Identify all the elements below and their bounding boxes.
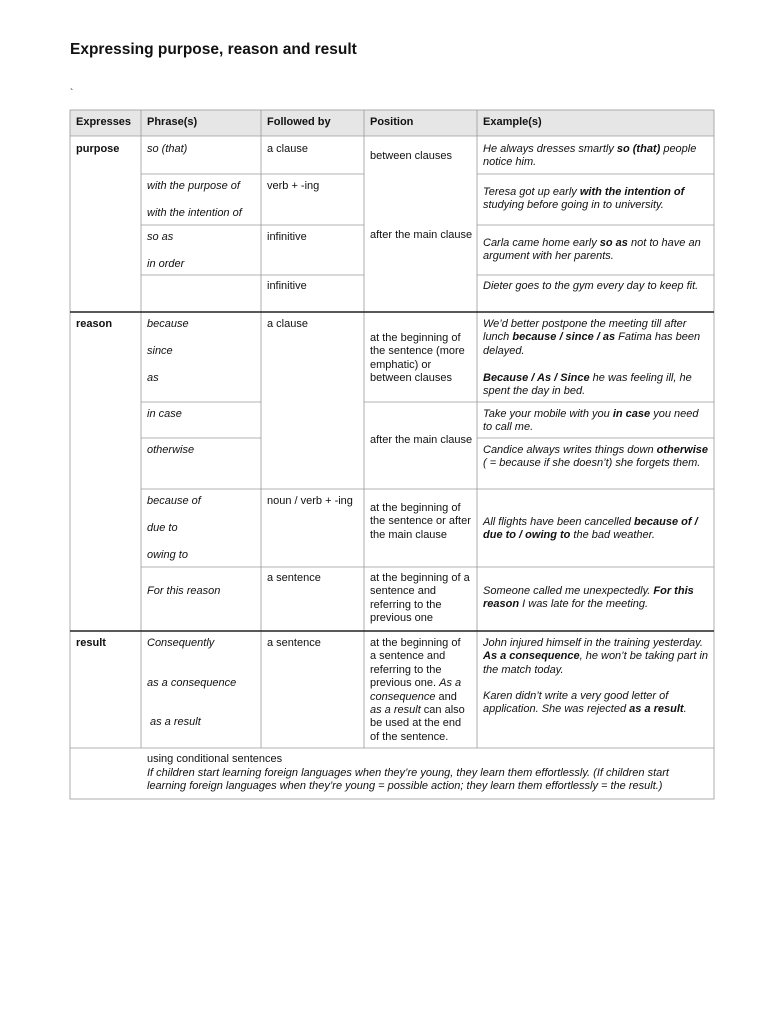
example-text: He always dresses smartly — [483, 143, 617, 155]
followed-noun-verb-ing: noun / verb + -ing — [267, 495, 353, 507]
phrase-with-the-intention-of: with the intention of — [147, 207, 242, 219]
example-bold-phrase: so as — [599, 237, 628, 249]
example-bold-phrase: as a result — [629, 703, 684, 716]
phrase-because: because — [147, 318, 189, 330]
result-label: result — [76, 637, 106, 649]
position-after-main-clause: after the main clause — [370, 229, 473, 241]
phrase-so-as: so as — [147, 231, 174, 243]
note-text: at the beginning of — [370, 637, 461, 649]
italic-phrase: As a — [439, 677, 462, 690]
example-bold-phrase: Because / As / Since — [483, 372, 590, 384]
purpose-label: purpose — [76, 143, 120, 155]
phrase-as-a-result: as a result — [150, 716, 201, 728]
position-note-line — [370, 650, 474, 663]
phrase-since: since — [147, 345, 173, 357]
followed-a-clause-reason: a clause — [267, 318, 308, 330]
example-bold-phrase: As a consequence — [483, 650, 580, 663]
example-text: you need to call me. — [483, 408, 699, 434]
position-after-main-clause-reason: after the main clause — [370, 434, 473, 446]
example-bold-phrase: because / since / as — [512, 331, 616, 344]
conditional-example: If children start learning foreign languages when they’re young, they learn them effortlessly. (If children start learning foreign languages when they’re young = possible action; they learn them effortlessly = the result.) — [147, 767, 669, 793]
note-text: be used at the end — [370, 717, 462, 730]
example-text: Candice always writes things down — [483, 444, 657, 456]
followed-a-clause: a clause — [267, 143, 308, 155]
example-so-as — [483, 237, 708, 264]
page-title: Expressing purpose, reason and result — [70, 41, 357, 58]
note-text: and — [435, 690, 457, 703]
purpose-reason-result-table — [70, 110, 714, 799]
followed-infinitive-2: infinitive — [267, 280, 307, 292]
header-position: Position — [370, 116, 414, 128]
position-referring-previous: at the beginning of a sentence and referring to the previous one — [370, 572, 470, 625]
position-between-clauses: between clauses — [370, 150, 452, 162]
example-bold-phrase: otherwise — [656, 444, 708, 456]
phrase-due-to: due to — [147, 522, 178, 534]
example-bold-phrase: so (that) — [616, 143, 661, 155]
italic-phrase: consequence — [370, 690, 436, 703]
position-note-line — [370, 691, 474, 704]
example-text: ( = because if she doesn’t) she forgets them. — [483, 457, 701, 470]
note-text: referring to the — [370, 663, 442, 676]
header-examples: Example(s) — [483, 116, 542, 128]
header-phrases: Phrase(s) — [147, 116, 198, 128]
phrase-with-the-purpose-of: with the purpose of — [147, 180, 240, 192]
example-text: the bad weather. — [570, 529, 655, 542]
example-bold-phrase: in case — [612, 408, 651, 420]
example-because-since-as — [483, 318, 710, 358]
example-otherwise — [483, 444, 710, 471]
example-text: Fatima has been delayed. — [483, 331, 701, 357]
phrase-consequently: Consequently — [147, 637, 215, 649]
position-note-line — [370, 677, 474, 690]
phrase-for-this-reason: For this reason — [147, 585, 221, 597]
conditional-heading: using conditional sentences — [147, 753, 283, 765]
example-text: John injured himself in the training yesterday. — [483, 637, 703, 649]
example-text: , he won’t be taking part in the match today. — [483, 650, 709, 676]
example-text: studying before going in to university. — [483, 199, 664, 212]
position-result-note — [370, 637, 474, 744]
position-note-line — [370, 717, 474, 730]
followed-a-sentence-result: a sentence — [267, 637, 321, 649]
example-text: All flights have been cancelled — [483, 516, 635, 528]
phrase-in-order: in order — [147, 258, 185, 270]
position-note-line — [370, 731, 474, 744]
note-text: a sentence and — [370, 650, 446, 663]
note-text: can also — [420, 704, 465, 717]
example-because-as-since — [483, 372, 710, 399]
example-infinitive — [483, 280, 708, 293]
phrase-so-that: so (that) — [147, 143, 188, 155]
example-text: Someone called me unexpectedly. — [483, 585, 654, 597]
example-text: We’d better postpone the meeting till after lunch — [483, 318, 687, 344]
example-text: Dieter goes to the gym every day to keep fit. — [483, 280, 699, 292]
example-in-case — [483, 408, 708, 435]
example-text: I was late for the meeting. — [519, 598, 649, 611]
header-followed-by: Followed by — [267, 116, 331, 128]
position-note-line — [370, 637, 474, 650]
followed-infinitive: infinitive — [267, 231, 307, 243]
example-text: Carla came home early — [483, 237, 600, 249]
example-for-this-reason — [483, 585, 710, 612]
example-bold-phrase: because of / due to / owing to — [483, 516, 698, 542]
example-so-that — [483, 143, 708, 170]
example-text: people notice him. — [483, 143, 697, 169]
stray-mark: ` — [70, 88, 74, 99]
phrase-because-of: because of — [147, 495, 201, 507]
phrase-otherwise: otherwise — [147, 444, 195, 456]
italic-phrase: as a result — [370, 704, 421, 717]
phrase-as-a-consequence: as a consequence — [147, 677, 237, 689]
phrase-owing-to: owing to — [147, 549, 188, 561]
position-note-line — [370, 704, 474, 717]
position-beginning-emphatic: at the beginning of the sentence (more emphatic) or between clauses — [370, 332, 465, 385]
example-text: not to have an argument with her parents. — [483, 237, 701, 263]
phrase-as: as — [147, 372, 159, 384]
followed-a-sentence: a sentence — [267, 572, 321, 584]
position-beginning-or-after: at the beginning of the sentence or after the main clause — [370, 502, 471, 541]
example-bold-phrase: with the intention of — [579, 186, 685, 198]
note-text: of the sentence. — [370, 730, 449, 743]
example-text: . — [683, 703, 687, 716]
example-with-the-intention-of — [483, 186, 708, 213]
example-text: he was feeling ill, he spent the day in bed. — [483, 372, 692, 398]
position-note-line — [370, 664, 474, 677]
example-because-of — [483, 516, 708, 543]
followed-verb-ing: verb + -ing — [267, 180, 320, 192]
note-text: previous one. — [370, 677, 440, 690]
example-text: Teresa got up early — [483, 186, 580, 198]
example-bold-phrase: For this reason — [483, 585, 694, 611]
example-as-a-result — [483, 690, 710, 717]
phrase-in-case: in case — [147, 408, 182, 420]
example-text: Take your mobile with you — [483, 408, 613, 420]
reason-label: reason — [76, 318, 113, 330]
header-expresses: Expresses — [76, 116, 132, 128]
example-text: Karen didn’t write a very good letter of application. She was rejected — [483, 690, 669, 716]
example-as-a-consequence — [483, 637, 710, 677]
